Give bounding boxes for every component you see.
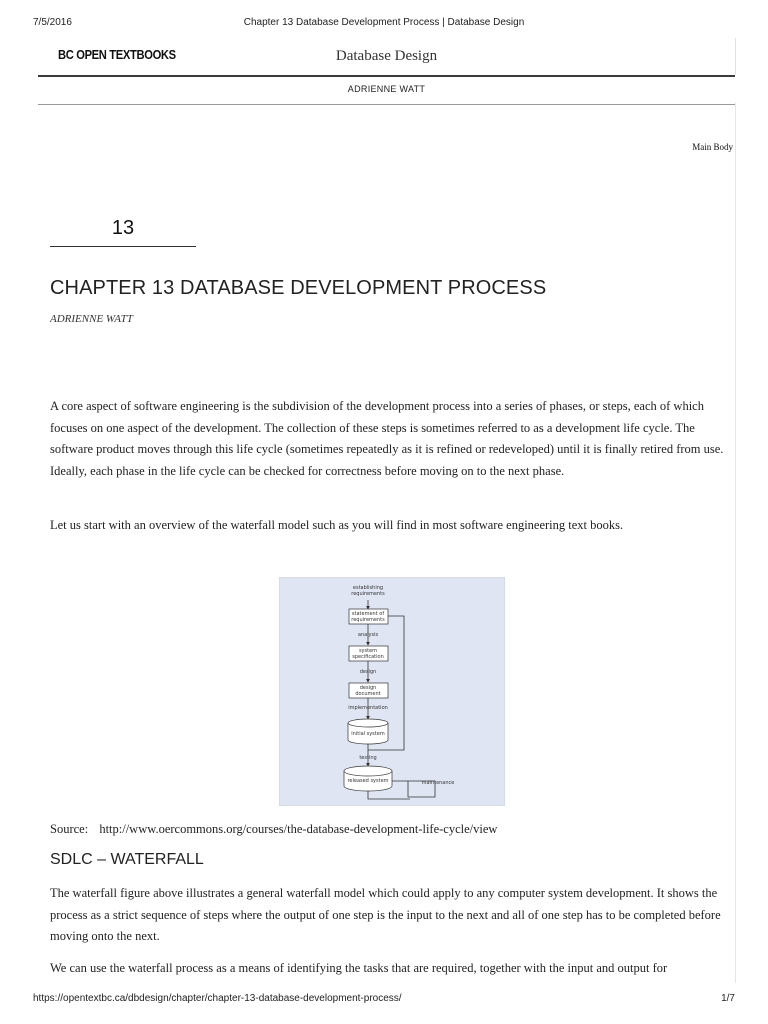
book-author-bar: ADRIENNE WATT — [38, 75, 735, 105]
content-divider — [735, 103, 736, 983]
waterfall-diagram — [279, 577, 505, 806]
chapter-number-rule — [50, 246, 196, 247]
print-date: 7/5/2016 — [33, 17, 72, 28]
label-system-spec-1: system — [358, 648, 378, 654]
figure-source — [50, 822, 497, 837]
label-statement-2: requirements — [351, 617, 385, 623]
waterfall-intro-paragraph: Let us start with an overview of the waterfall model such as you will find in most software engineering text books. — [50, 518, 624, 532]
chapter-title: CHAPTER 13 DATABASE DEVELOPMENT PROCESS — [50, 277, 547, 299]
label-released-system: released system — [347, 778, 389, 784]
waterfall-diagram-svg — [280, 578, 506, 807]
label-implementation: implementation — [348, 705, 388, 711]
label-design-doc-1: design — [359, 685, 377, 691]
label-maintenance: maintenance — [421, 780, 455, 786]
chapter-author: ADRIENNE WATT — [50, 313, 133, 325]
label-testing: testing — [359, 755, 377, 761]
print-page-number: 1/7 — [721, 993, 735, 1004]
print-header — [33, 17, 735, 31]
source-link[interactable]: http://www.oercommons.org/courses/the-database-development-life-cycle/view — [99, 822, 498, 836]
source-label: Source: — [50, 822, 89, 836]
waterfall-tasks-paragraph: We can use the waterfall process as a means of identifying the tasks that are required, together with the input and output for — [50, 961, 668, 975]
intro-paragraph: A core aspect of software engineering is the subdivision of the development process into a series of phases, or steps, each of which focuses on one aspect of the development. The collection of these steps is sometimes referred to as a development life cycle. The software product moves through this life cycle (sometimes repeatedly as it is refined or redeveloped) until it is finally retired from use. Ideally, each phase in the life cycle can be checked for correctness before moving on to the next phase. — [50, 399, 724, 478]
label-system-spec-2: specification — [352, 654, 384, 660]
label-establishing-2: requirements — [351, 591, 385, 597]
label-analysis: analysis — [357, 632, 379, 638]
breadcrumb-main-body[interactable]: Main Body — [692, 142, 733, 152]
label-statement-1: statement of — [351, 611, 385, 617]
print-url: https://opentextbc.ca/dbdesign/chapter/chapter-13-database-development-process/ — [33, 993, 402, 1004]
brand-logo-link[interactable]: BC OPEN TEXTBOOKS — [58, 47, 176, 62]
print-page-title: Chapter 13 Database Development Process | Database Design — [243, 17, 525, 28]
label-establishing-1: establishing — [352, 585, 384, 591]
print-footer — [33, 993, 735, 1007]
label-initial-system: initial system — [351, 731, 385, 737]
chapter-number: 13 — [111, 217, 135, 239]
site-header — [38, 38, 736, 75]
label-design: design — [359, 669, 377, 675]
section-heading-sdlc-waterfall: SDLC – WATERFALL — [50, 851, 204, 868]
label-design-doc-2: document — [355, 691, 381, 697]
waterfall-description-paragraph: The waterfall figure above illustrates a general waterfall model which could apply to any computer system development. It shows the process as a strict sequence of steps where the output of one step is the input to the next and all of one step has to be completed before moving onto the next. — [50, 886, 721, 943]
book-title-link[interactable]: Database Design — [335, 48, 438, 64]
